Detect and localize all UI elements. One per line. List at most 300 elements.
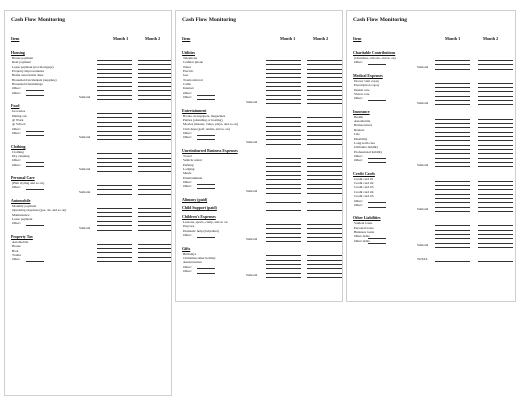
line-item-label: Daycare bbox=[183, 224, 195, 229]
month-1-subtotal-field[interactable] bbox=[97, 139, 132, 140]
line-item-label: Other: bbox=[183, 180, 192, 184]
month-1-amount-field[interactable] bbox=[435, 181, 470, 182]
month-1-subtotal-field[interactable] bbox=[97, 171, 132, 172]
month-1-amount-field[interactable] bbox=[266, 162, 301, 163]
month-2-amount-field[interactable] bbox=[478, 234, 513, 235]
month-1-amount-field[interactable] bbox=[266, 175, 301, 176]
other-description-field[interactable] bbox=[368, 100, 386, 101]
month-1-amount-field[interactable] bbox=[97, 113, 132, 114]
month-2-amount-field[interactable] bbox=[307, 60, 342, 61]
month-1-amount-field[interactable] bbox=[266, 131, 301, 132]
line-item-label: Other: bbox=[12, 90, 21, 95]
line-item-label: Internet bbox=[183, 86, 194, 91]
month-1-subtotal-field[interactable] bbox=[97, 230, 132, 231]
month-2-amount-field[interactable] bbox=[478, 96, 513, 97]
month-1-amount-field[interactable] bbox=[435, 145, 470, 146]
month-2-amount-field[interactable] bbox=[478, 83, 513, 84]
month-1-amount-field[interactable] bbox=[97, 248, 132, 249]
month-2-amount-field[interactable] bbox=[307, 122, 342, 123]
month-1-subtotal-field[interactable] bbox=[266, 193, 301, 194]
month-1-amount-field[interactable] bbox=[435, 91, 470, 92]
month-2-amount-field[interactable] bbox=[478, 153, 513, 154]
month-1-amount-field[interactable] bbox=[97, 216, 132, 217]
month-1-amount-field[interactable] bbox=[266, 126, 301, 127]
month-2-amount-field[interactable] bbox=[138, 82, 172, 83]
month-1-amount-field[interactable] bbox=[97, 225, 132, 226]
other-description-field[interactable] bbox=[26, 225, 44, 226]
month-2-amount-field[interactable] bbox=[138, 158, 172, 159]
line-item-label: Water bbox=[183, 64, 192, 69]
month-1-amount-field[interactable] bbox=[266, 255, 301, 256]
month-1-amount-field[interactable] bbox=[266, 224, 301, 225]
line-item-label: Other: bbox=[12, 131, 21, 136]
month-1-amount-field[interactable] bbox=[266, 166, 301, 167]
month-1-amount-field[interactable] bbox=[97, 185, 132, 186]
month-1-subtotal-field[interactable] bbox=[435, 69, 470, 70]
month-1-amount-field[interactable] bbox=[97, 73, 132, 74]
month-2-amount-field[interactable] bbox=[478, 127, 513, 128]
worksheet-page-2 bbox=[175, 10, 343, 302]
month-2-amount-field[interactable] bbox=[478, 145, 513, 146]
month-2-amount-field[interactable] bbox=[307, 95, 342, 96]
line-item-label: Lease payment (not mortgage) bbox=[12, 64, 54, 69]
month-1-amount-field[interactable] bbox=[266, 77, 301, 78]
month-2-amount-field[interactable] bbox=[478, 181, 513, 182]
month-1-amount-field[interactable] bbox=[435, 158, 470, 159]
month-1-amount-field[interactable] bbox=[435, 87, 470, 88]
other-description-field[interactable] bbox=[197, 95, 215, 96]
other-description-field[interactable] bbox=[26, 95, 44, 96]
month-2-amount-field[interactable] bbox=[478, 189, 513, 190]
line-item-label: Other: bbox=[354, 198, 363, 203]
month-1-amount-field[interactable] bbox=[266, 99, 301, 100]
line-item-label: Books, newspapers, magazines bbox=[183, 113, 226, 118]
month-1-amount-field[interactable] bbox=[266, 73, 301, 74]
month-2-amount-field[interactable] bbox=[307, 69, 342, 70]
month-2-amount-field[interactable] bbox=[478, 158, 513, 159]
month-2-subtotal-field[interactable] bbox=[307, 241, 342, 242]
subtotal-label: Subtotal bbox=[79, 225, 91, 230]
month-2-amount-field[interactable] bbox=[138, 60, 172, 61]
month-1-amount-field[interactable] bbox=[97, 135, 132, 136]
line-item-label: Entertainment bbox=[183, 175, 203, 180]
month-1-amount-field[interactable] bbox=[435, 238, 470, 239]
line-item-label: Other: bbox=[12, 86, 21, 91]
month-2-amount-field[interactable] bbox=[307, 268, 342, 269]
month-2-amount-field[interactable] bbox=[307, 126, 342, 127]
month-2-subtotal-field[interactable] bbox=[478, 104, 513, 105]
month-2-amount-field[interactable] bbox=[138, 216, 172, 217]
month-2-amount-field[interactable] bbox=[307, 64, 342, 65]
month-2-amount-field[interactable] bbox=[307, 90, 342, 91]
month-2-amount-field[interactable] bbox=[478, 132, 513, 133]
month-2-amount-field[interactable] bbox=[307, 99, 342, 100]
month-1-amount-field[interactable] bbox=[97, 244, 132, 245]
month-1-amount-field[interactable] bbox=[435, 189, 470, 190]
month-1-amount-field[interactable] bbox=[266, 139, 301, 140]
other-description-field[interactable] bbox=[368, 202, 386, 203]
month-2-subtotal-field[interactable] bbox=[138, 99, 172, 100]
month-2-amount-field[interactable] bbox=[138, 244, 172, 245]
other-description-field[interactable] bbox=[26, 131, 44, 132]
month-1-amount-field[interactable] bbox=[266, 60, 301, 61]
month-1-subtotal-field[interactable] bbox=[266, 241, 301, 242]
month-2-amount-field[interactable] bbox=[478, 91, 513, 92]
month-1-amount-field[interactable] bbox=[97, 90, 132, 91]
month-2-subtotal-field[interactable] bbox=[307, 277, 342, 278]
line-item-label: Parties (attending or hosting) bbox=[183, 118, 223, 122]
month-1-amount-field[interactable] bbox=[435, 96, 470, 97]
month-2-amount-field[interactable] bbox=[307, 131, 342, 132]
line-item-label: House bbox=[12, 244, 21, 249]
month-1-subtotal-field[interactable] bbox=[266, 144, 301, 145]
month-2-amount-field[interactable] bbox=[138, 77, 172, 78]
month-1-amount-field[interactable] bbox=[435, 198, 470, 199]
month-1-amount-field[interactable] bbox=[435, 60, 470, 61]
month-2-amount-field[interactable] bbox=[138, 185, 172, 186]
month-1-amount-field[interactable] bbox=[435, 132, 470, 133]
month-2-subtotal-field[interactable] bbox=[138, 139, 172, 140]
subtotal-label: Subtotal bbox=[246, 188, 258, 193]
month-1-amount-field[interactable] bbox=[266, 95, 301, 96]
month-1-amount-field[interactable] bbox=[266, 188, 301, 189]
month-2-amount-field[interactable] bbox=[478, 230, 513, 231]
line-item-label: Movies (theater, video, plays, and so on) bbox=[183, 122, 239, 127]
month-2-amount-field[interactable] bbox=[307, 77, 342, 78]
month-2-amount-field[interactable] bbox=[138, 126, 172, 127]
month-2-subtotal-field[interactable] bbox=[478, 166, 513, 167]
month-1-amount-field[interactable] bbox=[435, 123, 470, 124]
other-description-field[interactable] bbox=[368, 158, 386, 159]
month-1-amount-field[interactable] bbox=[266, 64, 301, 65]
month-1-amount-field[interactable] bbox=[97, 158, 132, 159]
month-1-subtotal-field[interactable] bbox=[266, 103, 301, 104]
month-2-amount-field[interactable] bbox=[138, 208, 172, 209]
month-2-amount-field[interactable] bbox=[478, 238, 513, 239]
month-1-amount-field[interactable] bbox=[266, 202, 301, 203]
month-1-amount-field[interactable] bbox=[435, 225, 470, 226]
month-2-amount-field[interactable] bbox=[307, 175, 342, 176]
month-1-amount-field[interactable] bbox=[97, 117, 132, 118]
total-label: TOTAL bbox=[417, 257, 428, 262]
month-2-amount-field[interactable] bbox=[138, 95, 172, 96]
month-2-amount-field[interactable] bbox=[138, 189, 172, 190]
month-2-amount-field[interactable] bbox=[138, 135, 172, 136]
month-2-amount-field[interactable] bbox=[478, 60, 513, 61]
other-description-field[interactable] bbox=[197, 99, 215, 100]
month-1-amount-field[interactable] bbox=[266, 184, 301, 185]
month-2-amount-field[interactable] bbox=[307, 264, 342, 265]
month-2-amount-field[interactable] bbox=[478, 123, 513, 124]
month-2-subtotal-field[interactable] bbox=[307, 193, 342, 194]
month-1-amount-field[interactable] bbox=[435, 194, 470, 195]
other-description-field[interactable] bbox=[26, 135, 44, 136]
month-2-subtotal-field[interactable] bbox=[478, 69, 513, 70]
month-1-amount-field[interactable] bbox=[435, 234, 470, 235]
month-2-amount-field[interactable] bbox=[478, 194, 513, 195]
month-2-amount-field[interactable] bbox=[138, 252, 172, 253]
month-2-amount-field[interactable] bbox=[138, 64, 172, 65]
month-1-amount-field[interactable] bbox=[97, 86, 132, 87]
month-1-subtotal-field[interactable] bbox=[97, 99, 132, 100]
month-1-amount-field[interactable] bbox=[266, 135, 301, 136]
month-1-amount-field[interactable] bbox=[266, 237, 301, 238]
month-1-amount-field[interactable] bbox=[97, 208, 132, 209]
month-2-amount-field[interactable] bbox=[307, 73, 342, 74]
line-item-label: Other: bbox=[354, 158, 363, 163]
month-1-amount-field[interactable] bbox=[435, 119, 470, 120]
page-title: Cash Flow Monitoring bbox=[353, 17, 408, 23]
month-1-amount-field[interactable] bbox=[435, 153, 470, 154]
line-item-label: Other: bbox=[183, 95, 192, 100]
month-2-amount-field[interactable] bbox=[307, 224, 342, 225]
month-1-amount-field[interactable] bbox=[97, 122, 132, 123]
other-description-field[interactable] bbox=[368, 64, 386, 65]
other-description-field[interactable] bbox=[197, 184, 215, 185]
other-description-field[interactable] bbox=[197, 237, 215, 238]
month-2-amount-field[interactable] bbox=[138, 117, 172, 118]
month-1-subtotal-field[interactable] bbox=[266, 277, 301, 278]
month-2-amount-field[interactable] bbox=[307, 210, 342, 211]
other-description-field[interactable] bbox=[197, 268, 215, 269]
month-2-amount-field[interactable] bbox=[307, 255, 342, 256]
other-description-field[interactable] bbox=[368, 207, 386, 208]
month-2-amount-field[interactable] bbox=[138, 225, 172, 226]
month-1-amount-field[interactable] bbox=[266, 86, 301, 87]
month-2-amount-field[interactable] bbox=[478, 119, 513, 120]
month-2-subtotal-field[interactable] bbox=[138, 194, 172, 195]
month-1-amount-field[interactable] bbox=[97, 257, 132, 258]
month-1-amount-field[interactable] bbox=[97, 221, 132, 222]
month-2-amount-field[interactable] bbox=[478, 202, 513, 203]
month-1-amount-field[interactable] bbox=[97, 212, 132, 213]
month-2-amount-field[interactable] bbox=[307, 117, 342, 118]
month-2-amount-field[interactable] bbox=[307, 179, 342, 180]
month-2-amount-field[interactable] bbox=[307, 202, 342, 203]
month-2-amount-field[interactable] bbox=[307, 86, 342, 87]
month-1-amount-field[interactable] bbox=[97, 131, 132, 132]
month-2-subtotal-field[interactable] bbox=[307, 144, 342, 145]
month-1-amount-field[interactable] bbox=[97, 153, 132, 154]
month-2-amount-field[interactable] bbox=[307, 260, 342, 261]
month-1-amount-field[interactable] bbox=[97, 82, 132, 83]
month-2-amount-field[interactable] bbox=[307, 184, 342, 185]
month-2-amount-field[interactable] bbox=[307, 162, 342, 163]
month-2-amount-field[interactable] bbox=[478, 243, 513, 244]
month-2-amount-field[interactable] bbox=[478, 149, 513, 150]
month-1-amount-field[interactable] bbox=[435, 230, 470, 231]
month-2-amount-field[interactable] bbox=[478, 225, 513, 226]
month-1-amount-field[interactable] bbox=[435, 162, 470, 163]
column-header-item: Item bbox=[353, 36, 362, 41]
month-1-amount-field[interactable] bbox=[97, 162, 132, 163]
other-description-field[interactable] bbox=[197, 273, 215, 274]
section-heading: Other Liabilities bbox=[353, 216, 381, 221]
month-1-amount-field[interactable] bbox=[435, 149, 470, 150]
line-item-label: Parking bbox=[183, 162, 194, 167]
month-2-amount-field[interactable] bbox=[138, 212, 172, 213]
month-2-amount-field[interactable] bbox=[138, 162, 172, 163]
month-1-subtotal-field[interactable] bbox=[97, 194, 132, 195]
line-item-label: Domestic help (babysitter) bbox=[183, 228, 220, 233]
month-2-amount-field[interactable] bbox=[138, 90, 172, 91]
month-1-amount-field[interactable] bbox=[435, 83, 470, 84]
month-1-amount-field[interactable] bbox=[97, 69, 132, 70]
section-heading: Housing bbox=[11, 51, 25, 55]
month-2-amount-field[interactable] bbox=[138, 221, 172, 222]
line-item-label: Life bbox=[354, 132, 360, 137]
month-2-amount-field[interactable] bbox=[307, 171, 342, 172]
month-1-amount-field[interactable] bbox=[435, 207, 470, 208]
other-description-field[interactable] bbox=[26, 166, 44, 167]
line-item-label: Lease payment bbox=[12, 217, 33, 221]
line-item-label: Other: bbox=[12, 158, 21, 163]
month-1-amount-field[interactable] bbox=[266, 117, 301, 118]
column-header-month-1: Month 1 bbox=[113, 36, 129, 41]
subtotal-label: Subtotal bbox=[417, 64, 429, 69]
line-item-label: Other: bbox=[12, 185, 21, 190]
month-2-amount-field[interactable] bbox=[307, 273, 342, 274]
month-2-subtotal-field[interactable] bbox=[478, 247, 513, 248]
other-description-field[interactable] bbox=[26, 162, 44, 163]
month-2-amount-field[interactable] bbox=[138, 122, 172, 123]
month-2-amount-field[interactable] bbox=[478, 140, 513, 141]
month-2-amount-field[interactable] bbox=[478, 185, 513, 186]
month-1-amount-field[interactable] bbox=[266, 233, 301, 234]
month-1-amount-field[interactable] bbox=[97, 77, 132, 78]
other-description-field[interactable] bbox=[368, 238, 386, 239]
month-2-subtotal-field[interactable] bbox=[138, 171, 172, 172]
month-2-amount-field[interactable] bbox=[138, 69, 172, 70]
month-1-amount-field[interactable] bbox=[266, 69, 301, 70]
line-item-label: Anniversaries bbox=[183, 260, 202, 265]
line-item-label: Dining out bbox=[12, 113, 27, 118]
month-1-amount-field[interactable] bbox=[266, 268, 301, 269]
month-2-amount-field[interactable] bbox=[307, 237, 342, 238]
month-2-amount-field[interactable] bbox=[307, 233, 342, 234]
month-2-amount-field[interactable] bbox=[138, 113, 172, 114]
month-1-amount-field[interactable] bbox=[435, 64, 470, 65]
other-description-field[interactable] bbox=[197, 188, 215, 189]
line-item-label: Club dues (golf, tennis, and so on) bbox=[183, 126, 230, 131]
month-2-amount-field[interactable] bbox=[478, 207, 513, 208]
line-item-label: Prescription copay bbox=[354, 83, 380, 88]
month-2-amount-field[interactable] bbox=[478, 162, 513, 163]
month-2-amount-field[interactable] bbox=[307, 139, 342, 140]
month-1-amount-field[interactable] bbox=[435, 127, 470, 128]
line-item-label: House payment bbox=[12, 56, 34, 60]
other-description-field[interactable] bbox=[368, 162, 386, 163]
month-2-total-field[interactable] bbox=[478, 261, 513, 262]
month-2-amount-field[interactable] bbox=[138, 131, 172, 132]
month-1-amount-field[interactable] bbox=[266, 179, 301, 180]
month-1-amount-field[interactable] bbox=[97, 126, 132, 127]
month-1-amount-field[interactable] bbox=[266, 82, 301, 83]
month-1-amount-field[interactable] bbox=[266, 171, 301, 172]
subtotal-label: Subtotal bbox=[417, 243, 429, 248]
month-2-amount-field[interactable] bbox=[138, 73, 172, 74]
line-item-label: Cable bbox=[183, 82, 191, 87]
month-2-amount-field[interactable] bbox=[138, 248, 172, 249]
month-2-subtotal-field[interactable] bbox=[138, 230, 172, 231]
other-description-field[interactable] bbox=[368, 243, 386, 244]
line-item-label: Travel bbox=[183, 153, 192, 158]
line-item-label: Other: bbox=[12, 221, 21, 226]
subtotal-label: Subtotal bbox=[246, 273, 258, 278]
month-2-amount-field[interactable] bbox=[307, 166, 342, 167]
month-2-amount-field[interactable] bbox=[478, 100, 513, 101]
line-item-label: Dry cleaning bbox=[12, 153, 30, 158]
month-2-subtotal-field[interactable] bbox=[478, 211, 513, 212]
other-description-field[interactable] bbox=[197, 135, 215, 136]
month-1-amount-field[interactable] bbox=[435, 202, 470, 203]
line-item-label: Lodging bbox=[183, 166, 195, 171]
month-2-amount-field[interactable] bbox=[478, 87, 513, 88]
other-description-field[interactable] bbox=[26, 261, 44, 262]
month-1-amount-field[interactable] bbox=[266, 264, 301, 265]
month-2-amount-field[interactable] bbox=[138, 86, 172, 87]
month-1-amount-field[interactable] bbox=[97, 261, 132, 262]
month-1-amount-field[interactable] bbox=[435, 140, 470, 141]
month-1-amount-field[interactable] bbox=[266, 260, 301, 261]
other-description-field[interactable] bbox=[26, 189, 44, 190]
month-2-amount-field[interactable] bbox=[307, 82, 342, 83]
month-2-amount-field[interactable] bbox=[138, 261, 172, 262]
month-1-amount-field[interactable] bbox=[97, 189, 132, 190]
month-1-amount-field[interactable] bbox=[97, 166, 132, 167]
month-2-amount-field[interactable] bbox=[478, 198, 513, 199]
month-1-subtotal-field[interactable] bbox=[435, 247, 470, 248]
month-1-amount-field[interactable] bbox=[97, 252, 132, 253]
month-1-amount-field[interactable] bbox=[97, 95, 132, 96]
month-1-subtotal-field[interactable] bbox=[435, 166, 470, 167]
month-1-amount-field[interactable] bbox=[97, 64, 132, 65]
month-1-total-field[interactable] bbox=[435, 261, 470, 262]
month-1-amount-field[interactable] bbox=[266, 273, 301, 274]
month-1-subtotal-field[interactable] bbox=[435, 104, 470, 105]
month-1-amount-field[interactable] bbox=[435, 243, 470, 244]
month-2-amount-field[interactable] bbox=[138, 153, 172, 154]
line-item-label: Health bbox=[354, 114, 364, 119]
month-1-amount-field[interactable] bbox=[97, 60, 132, 61]
month-1-amount-field[interactable] bbox=[266, 228, 301, 229]
month-1-subtotal-field[interactable] bbox=[435, 211, 470, 212]
line-item-label: Other: bbox=[354, 96, 363, 101]
month-2-amount-field[interactable] bbox=[138, 166, 172, 167]
month-2-amount-field[interactable] bbox=[307, 135, 342, 136]
line-item-label: Credit card #3 bbox=[354, 185, 374, 190]
month-1-amount-field[interactable] bbox=[266, 210, 301, 211]
month-1-amount-field[interactable] bbox=[435, 100, 470, 101]
month-1-amount-field[interactable] bbox=[266, 90, 301, 91]
column-header-month-1: Month 1 bbox=[445, 36, 461, 41]
month-1-amount-field[interactable] bbox=[266, 122, 301, 123]
month-2-amount-field[interactable] bbox=[138, 257, 172, 258]
other-description-field[interactable] bbox=[26, 90, 44, 91]
month-2-amount-field[interactable] bbox=[307, 188, 342, 189]
month-2-amount-field[interactable] bbox=[478, 64, 513, 65]
month-1-amount-field[interactable] bbox=[435, 185, 470, 186]
month-2-amount-field[interactable] bbox=[307, 158, 342, 159]
column-header-month-2: Month 2 bbox=[145, 36, 161, 41]
line-item-label: Birthdays bbox=[183, 251, 197, 256]
month-2-subtotal-field[interactable] bbox=[307, 103, 342, 104]
month-2-amount-field[interactable] bbox=[307, 228, 342, 229]
month-1-amount-field[interactable] bbox=[266, 158, 301, 159]
month-1-amount-field[interactable] bbox=[435, 136, 470, 137]
month-2-amount-field[interactable] bbox=[478, 136, 513, 137]
other-description-field[interactable] bbox=[197, 139, 215, 140]
